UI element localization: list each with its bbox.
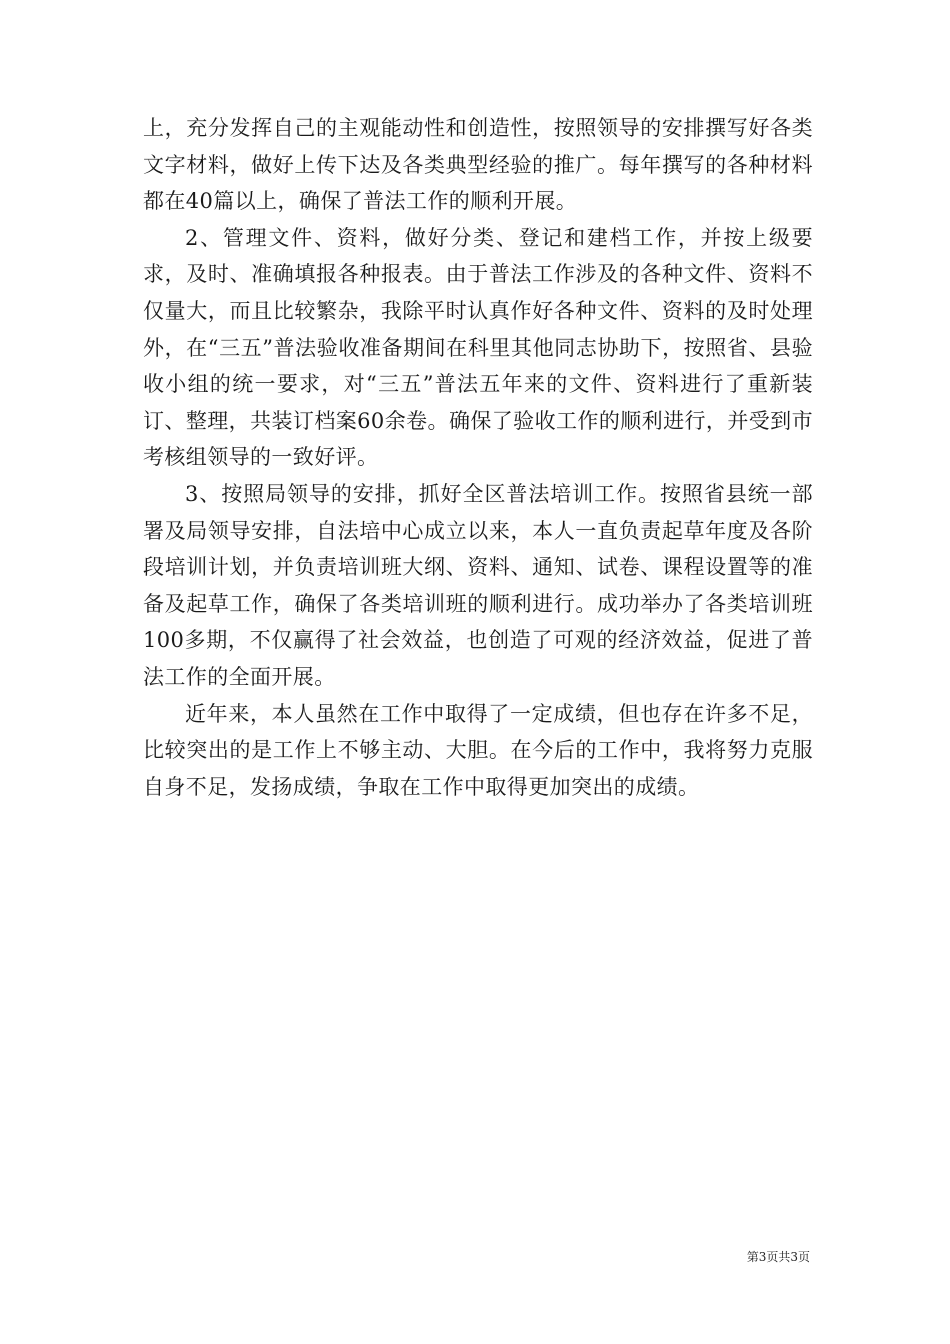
paragraph-conclusion: 近年来，本人虽然在工作中取得了一定成绩，但也存在许多不足，比较突出的是工作上不够主动、大胆。在今后的工作中，我将努力克服自身不足，发扬成绩，争取在工作中取得更加突出的成绩。 [143, 701, 813, 799]
page-number-footer: 第3页共3页 [746, 1250, 810, 1264]
paragraph-item-3: 3、按照局领导的安排，抓好全区普法培训工作。按照省县统一部署及局领导安排，自法培中心成立以来，本人一直负责起草年度及各阶段培训计划，并负责培训班大纲、资料、通知、试卷、课程设置等的准备及起草工作，确保了各类培训班的顺利进行。成功举办了各类培训班100多期，不仅赢得了社会效益，也创造了可观的经济效益，促进了普法工作的全面开展。 [143, 481, 813, 689]
document-body [143, 110, 813, 805]
paragraph-item-2: 2、管理文件、资料，做好分类、登记和建档工作，并按上级要求，及时、准确填报各种报表。由于普法工作涉及的各种文件、资料不仅量大，而且比较繁杂，我除平时认真作好各种文件、资料的及时处理外，在“三五”普法验收准备期间在科里其他同志协助下，按照省、县验收小组的统一要求，对“三五”普法五年来的文件、资料进行了重新装订、整理，共装订档案60余卷。确保了验收工作的顺利进行，并受到市考核组领导的一致好评。 [143, 225, 813, 470]
paragraph-continuation: 上，充分发挥自己的主观能动性和创造性，按照领导的安排撰写好各类文字材料，做好上传下达及各类典型经验的推广。每年撰写的各种材料都在40篇以上，确保了普法工作的顺利开展。 [143, 116, 813, 214]
